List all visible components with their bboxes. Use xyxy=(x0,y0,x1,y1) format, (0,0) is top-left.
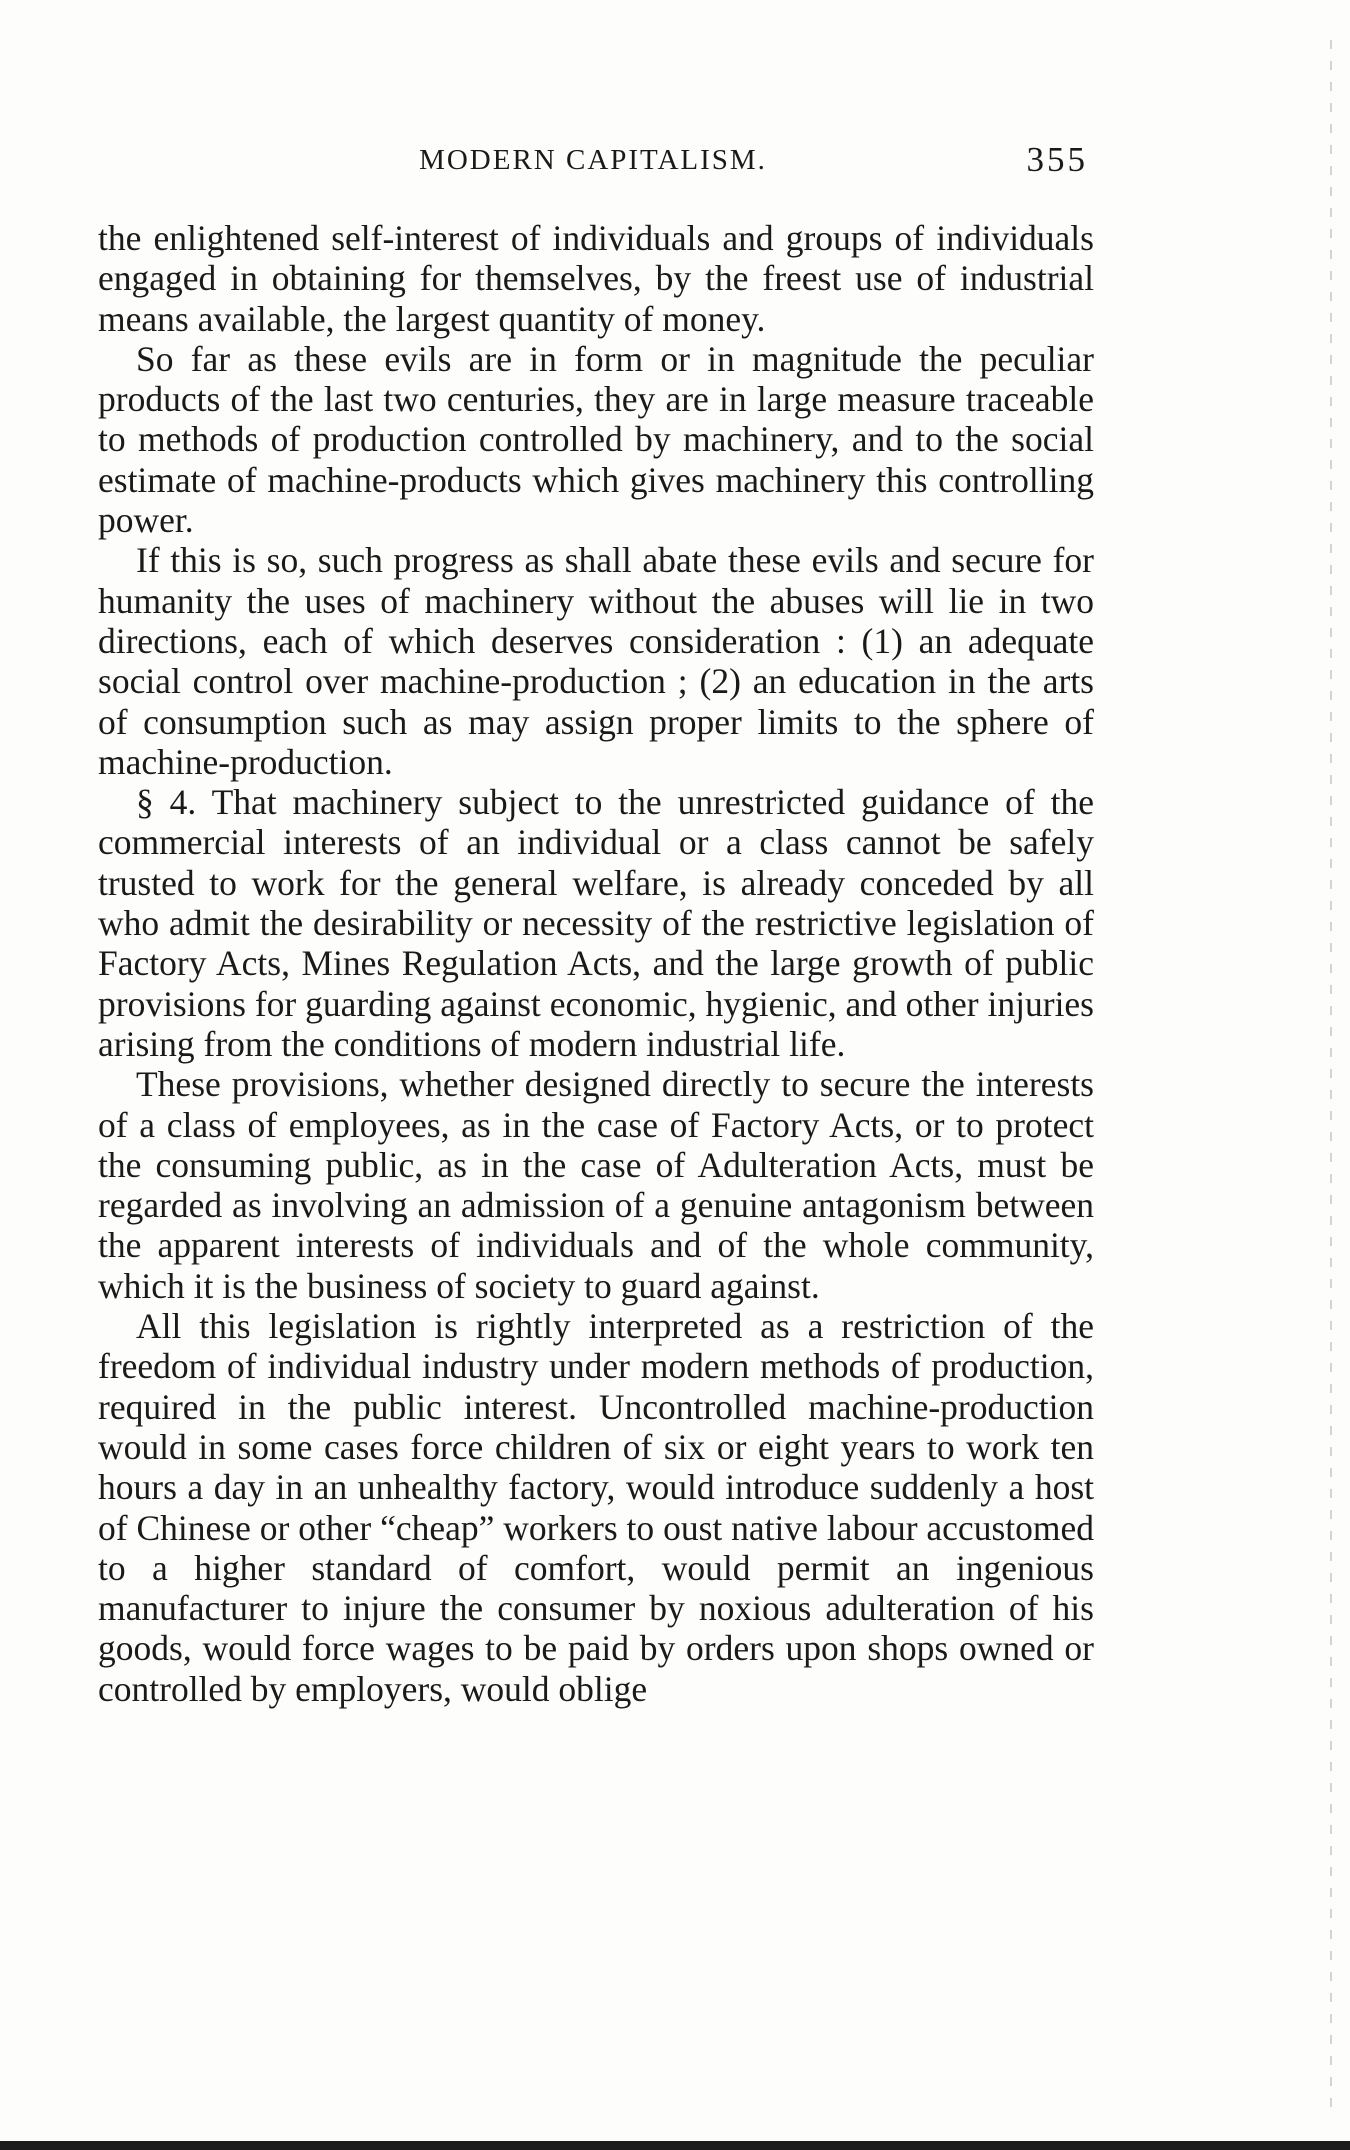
running-title: MODERN CAPITALISM. xyxy=(419,144,767,176)
paragraph-section-4: § 4. That machinery subject to the unrestricted guidance of the commercial interests of an individual or a class cannot be safely trusted to work for the general welfare, is already conceded by all who admit the desirability or necessity of the restrictive legislation of Factory Acts, Mines Regulation Acts, and the large growth of public provisions for guarding against economic, hygienic, and other injuries arising from the conditions of modern industrial life. xyxy=(98,782,1094,1064)
paragraph-provisions: These provisions, whether designed directly to secure the interests of a class of employees, as in the case of Factory Acts, or to protect the consuming public, as in the case of Adulteration Acts, must be regarded as involving an admission of a genuine antagonism between the apparent interests of individuals and of the whole community, which it is the business of society to guard against. xyxy=(98,1064,1094,1306)
paragraph-continuation: the enlightened self-interest of individuals and groups of individuals engaged in obtaining for themselves, by the freest use of industrial means available, the largest quantity of money. xyxy=(98,218,1094,339)
paragraph-legislation: All this legislation is rightly interpreted as a restriction of the freedom of individual industry under modern methods of production, required in the public interest. Uncontrolled machine-production would in some cases force children of six or eight years to work ten hours a day in an unhealthy factory, would introduce suddenly a host of Chinese or other “cheap” workers to oust native labour accustomed to a higher standard of comfort, would permit an ingenious manufacturer to injure the consumer by noxious adulteration of his goods, would force wages to be paid by orders upon shops owned or controlled by employers, would oblige xyxy=(98,1306,1094,1709)
bottom-edge-rule xyxy=(0,2141,1350,2150)
running-head xyxy=(98,138,1088,182)
paragraph-two-directions: If this is so, such progress as shall abate these evils and secure for humanity the uses of machinery without the abuses will lie in two directions, each of which deserves consideration : (1) an adequate social control over machine-production ; (2) an education in the arts of consumption such as may assign proper limits to the sphere of machine-production. xyxy=(98,540,1094,782)
page-edge-shadow xyxy=(1330,40,1332,2110)
paragraph-evils-origin: So far as these evils are in form or in magnitude the peculiar products of the last two centuries, they are in large measure traceable to methods of production controlled by machinery, and to the social estimate of machine-products which gives machinery this controlling power. xyxy=(98,338,1094,541)
page-number: 355 xyxy=(1026,140,1088,179)
body-text xyxy=(98,218,1094,1709)
